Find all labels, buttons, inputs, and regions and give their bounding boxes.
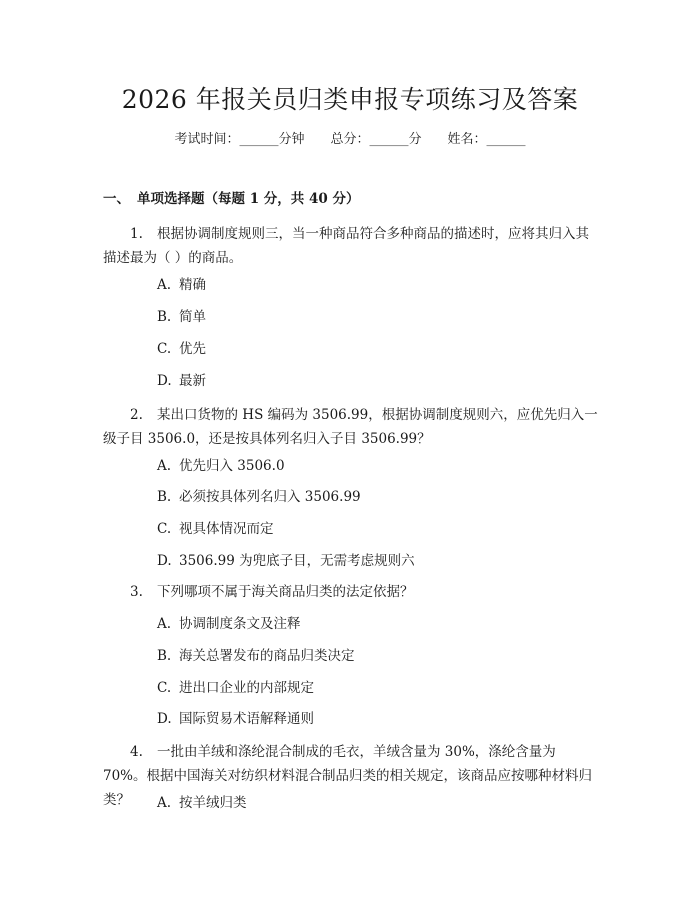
option-letter: B. — [157, 309, 172, 325]
question-number: 3. — [130, 584, 143, 600]
question-text: 一批由羊绒和涤纶混合制成的毛衣，羊绒含量为 30%，涤纶含量为 70%。根据中国海关对纺织材料混合制品归类的相关规定，该商品应按哪种材料归类？ — [103, 744, 593, 808]
question-2-option-c — [157, 519, 274, 539]
option-letter: A. — [157, 795, 172, 811]
question-1-option-c — [157, 339, 206, 359]
question-1-option-d — [157, 371, 206, 391]
option-letter: A. — [157, 277, 172, 293]
document-title: 2026 年报关员归类申报专项练习及答案 — [121, 85, 579, 114]
option-letter: B. — [157, 648, 172, 664]
exam-time-field: 考试时间：______分钟 — [174, 132, 305, 147]
option-text: 优先 — [179, 341, 206, 357]
option-text: 协调制度条文及注释 — [179, 616, 301, 632]
section-number: 一、 — [103, 191, 130, 207]
option-text: 简单 — [179, 309, 206, 325]
question-2-option-a — [157, 456, 285, 476]
question-3-option-d — [157, 709, 314, 729]
option-letter: C. — [157, 680, 172, 696]
question-text: 某出口货物的 HS 编码为 3506.99，根据协调制度规则六，应优先归入一级子目 3506.0，还是按具体列名归入子目 3506.99？ — [103, 407, 598, 447]
option-text: 国际贸易术语解释通则 — [179, 711, 314, 727]
section-title: 单项选择题（每题 1 分，共 40 分） — [137, 191, 360, 207]
option-letter: C. — [157, 341, 172, 357]
question-number: 4. — [130, 744, 143, 760]
option-letter: B. — [157, 489, 172, 505]
option-text: 海关总署发布的商品归类决定 — [179, 648, 355, 664]
question-1-option-a — [157, 275, 206, 295]
question-3-option-c — [157, 678, 314, 698]
option-letter: A. — [157, 616, 172, 632]
question-3-option-a — [157, 614, 301, 634]
question-text: 下列哪项不属于海关商品归类的法定依据？ — [157, 584, 414, 600]
question-2-option-d — [157, 551, 415, 571]
question-number: 2. — [130, 407, 143, 423]
option-text: 进出口企业的内部规定 — [179, 680, 314, 696]
question-2 — [103, 403, 600, 451]
option-letter: A. — [157, 458, 172, 474]
question-text: 根据协调制度规则三，当一种商品符合多种商品的描述时，应将其归入其描述最为（ ）的商品。 — [103, 226, 589, 266]
section-heading — [103, 188, 359, 210]
option-letter: D. — [157, 711, 172, 727]
option-text: 视具体情况而定 — [179, 521, 274, 537]
question-3 — [103, 580, 600, 604]
option-letter: D. — [157, 373, 172, 389]
question-number: 1. — [130, 226, 143, 242]
total-score-field: 总分：______分 — [330, 132, 422, 147]
option-text: 优先归入 3506.0 — [179, 458, 285, 474]
option-text: 按羊绒归类 — [179, 795, 247, 811]
option-letter: C. — [157, 521, 172, 537]
option-text: 3506.99 为兜底子目，无需考虑规则六 — [179, 553, 415, 569]
option-letter: D. — [157, 553, 172, 569]
question-3-option-b — [157, 646, 355, 666]
question-1-option-b — [157, 307, 206, 327]
name-field: 姓名：______ — [447, 132, 526, 147]
question-4-option-a — [157, 793, 247, 813]
option-text: 最新 — [179, 373, 206, 389]
question-1 — [103, 222, 600, 270]
option-text: 必须按具体列名归入 3506.99 — [179, 489, 361, 505]
question-2-option-b — [157, 487, 361, 507]
exam-meta — [0, 130, 700, 150]
option-text: 精确 — [179, 277, 206, 293]
